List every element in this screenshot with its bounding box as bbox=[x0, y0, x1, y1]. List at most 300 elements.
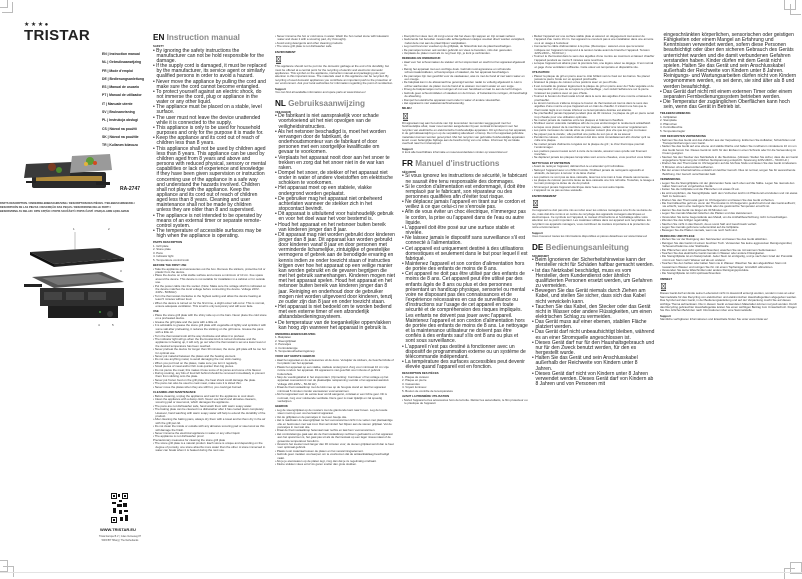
list-item: • Drehen Sie den Thermostat ganz im Uhrzeigersinn und lassen Sie das Gerät vorheizen. bbox=[660, 197, 775, 202]
safety-bullet: • Cet appareil est uniquement destiné à des utilisations domestiques et seulement dans le but pour lequel il est fabriqué. bbox=[402, 245, 528, 262]
list-item: • Stechen Sie nicht in das Fleisch, da es sonst Saft und Geschmack verliert. bbox=[660, 221, 758, 226]
safety-bullet: • Als het netsnoer beschadigd is, moet het worden vervangen door de fabrikant, de onderhoudsmonteur van de fabrikant of door personen met een soortgelijke kwalificatie om gevaar te voorkomen. bbox=[275, 128, 386, 156]
language-code: FR bbox=[402, 158, 413, 168]
safety-bullet-text: De gebruiker mag het apparaat niet onbeheerd achterlaten wanneer de stekker zich in het stopcontact bevindt. bbox=[278, 195, 383, 213]
list-item-text: It is advisable to grease the stone grill plate with vegetable oil lightly and sprinkle it with some salt after preheating, it reduces the sticking on the grill stone. Grease the pans with a little oil. bbox=[154, 323, 267, 335]
environment-text: Dit apparaat mag aan het einde van zijn levensduur niet worden weggegooid met het huishoudelijke afval, maar moet worden aangeboden bij een centraal inzamelpunt voor het recyclen van elektrische en elektronische huishoudelijke apparaten. Dit symbool op het apparaat, in de gebruiksaanwijzing en op de verpakking attendeert u hierop. De in het apparaat gebruikte materialen kunnen worden gerecycled. Met het recyclen van gebruikte huishoudelijke apparaten levert u een belangrijke bijdrage aan de bescherming van ons milieu. Informeer bij uw lokale overheid naar het inzamelpunt. bbox=[402, 120, 527, 146]
list-item-text: Turn the thermostat knob all the way clockwise and allow it to preheat. bbox=[154, 333, 245, 338]
list-item: • Legen Sie niemals gefrorene Lebensmittel auf die Grillplatte. bbox=[660, 224, 740, 229]
list-item-text: Het apparaat is niet vaatwasmachinebestendig. bbox=[403, 100, 465, 105]
list-item-text: De pannetjes kunnen ook worden gebruikt om vlees te bereiden, mits dun gesneden. bbox=[403, 47, 513, 52]
list-item-text: Die Steingrillplatte ist ein Naturprodukt. Jeder Stein ist einzigartig, und je nach dem Grad der Porosität nimmt ein Stein mehr Wasser auf als ein anderer. bbox=[661, 254, 793, 262]
crop-mark-top-left-inner bbox=[2, 2, 13, 13]
list-item: • Leg nooit bevroren voedsel op de grillplaat, de hitteschok kan de plaat beschadigen. bbox=[402, 44, 512, 49]
parts-list-item: 2. Plaque en pierre bbox=[402, 378, 427, 383]
safety-bullet: • Afin de vous éviter un choc électrique, n'immergez pas le cordon, la prise ou l'appareil dans de l'eau ou autre liquide. bbox=[402, 209, 526, 226]
list-item-text: Verplaats de platen nooit als ze nog heet zijn, je kunt je verbranden. bbox=[403, 51, 491, 56]
list-item: • Drehen Sie den Thermostat im Uhrzeigersinn auf die höchste Stufe und lassen Sie das Gerät mindestens 5 Minuten ohne Lebensmittel aufheizen. bbox=[660, 161, 797, 169]
safety-bullet: • De temperatuur van de toegankelijke oppervlakken kan hoog zijn wanneer het apparaat in gebruik is. bbox=[275, 319, 391, 331]
list-item: • Verwenden Sie keine Gegenstände aus Metall, um die Antihaftbeschichtung nicht zu beschädigen. bbox=[660, 214, 788, 219]
safety-bullet-text: Dit apparaat mag niet worden gebruikt door kinderen jonger dan 8 jaar. Dit apparaat kan worden gebruikt door kinderen vanaf 8 jaar en door personen met verminderde lichamelijke, zintuiglijke of geestelijke vermogens of gebrek aan de benodigde ervaring en kennis indien ze onder toezicht staan of instructies krijgen over hoe het apparaat op een veilige manier kan worden gebruikt en de gevaren begrijpen die met het gebruik samenhangen. Kinderen mogen niet met het apparaat spelen. Houd het apparaat en het netsnoer buiten bereik van kinderen jonger dan 8 jaar. Reiniging en onderhoud door de gebruiker mogen niet worden uitgevoerd door kinderen, tenzij ze ouder zijn dan 8 jaar en onder toezicht staan. bbox=[278, 231, 395, 305]
list-item-text: Verwenden Sie keine Waschmittel oder andere Reinigungsprodukte. bbox=[661, 267, 750, 272]
list-item-text: Reinig het apparaat met een vochtige doek. Gebruik nooit agressieve en schurende schoonmaakmiddelen, schuursponsjes of staalwol, die het apparaat beschadigen. bbox=[403, 66, 511, 75]
list-item: • After cleaning the baking pans, always dry them with a towel and let them dry in the air with the grill pan lid. bbox=[153, 417, 266, 425]
list-item-text: The stone grill plate is a natural product. Each stone is unique and depending on the degree of porosity, one stone absorbs more water than the other. A stone immersed in water can break when it is heated during the next use. bbox=[154, 441, 266, 453]
safety-bullet: • Dompel het snoer, de stekker of het apparaat niet onder in water of andere vloeistoffen om elektrische schokken te voorkomen. bbox=[275, 169, 393, 187]
list-item-text: Droog de bakpannetjes na het reinigen af met een handdoek en laat ze aan de lucht drogen. bbox=[403, 87, 523, 92]
list-item: • Clean the appliance with a damp cloth. Never use harsh and abrasive cleaners, scouring pad or steel wool, which damages the appliance. bbox=[153, 397, 257, 405]
safety-bullet: • Ne laissez jamais le dispositif sans surveillance s'il est connecté à l'alimentation. bbox=[402, 235, 526, 247]
language-code: EN bbox=[153, 33, 165, 42]
list-item: • When the device is turned on for the first time, a slight odour will occur. This is normal, ensure adequate ventilation. This smell is only temporary and will soon fade. bbox=[153, 300, 265, 309]
list-item: • Do not clean the inside or outside with any abrasive scouring pad or steel wool as this will damage the finish. bbox=[153, 424, 265, 432]
subheading: BEFORE THE FIRST USE bbox=[153, 263, 187, 267]
list-item-text: Pendant la cuisson, tout résidu d'aliment doit être retiré immédiatement afin d'éviter qu'il ne colle à la plaque. bbox=[533, 134, 651, 143]
safety-bullet-text: Dieses Gerät darf nicht von Kindern unter 8 Jahren verwendet werden. Dieses Gerät darf von Kindern ab 8 Jahren und von Personen mit bbox=[535, 370, 654, 388]
section-title: Manuel d'instructions bbox=[415, 158, 500, 168]
text-column-4 bbox=[532, 35, 655, 387]
safety-bullet: • Verplaats het apparaat nooit door aan het snoer te trekken en zorg dat het snoer niet in de war kan raken. bbox=[275, 154, 390, 171]
subheading: SAFETY bbox=[153, 44, 165, 48]
list-item-text: Nehmen Sie das Gerät und das Zubehör aus der Verpackung. Entfernen Sie Aufkleber, Schutzfolien und Transportsicherungen vom Gerät. bbox=[661, 137, 796, 145]
subheading: REINIGING EN ONDERHOUD bbox=[402, 56, 441, 61]
subheading: Support bbox=[660, 313, 671, 318]
tristar-logo bbox=[24, 22, 100, 44]
safety-bullet: • Het apparaat moet op een stabiele, vlakke ondergrond worden geplaatst. bbox=[275, 185, 372, 197]
list-item-text: Heizen Sie das Gerät nie länger als 30 Minuten vor. bbox=[661, 207, 728, 212]
list-item: • Tauchen Sie den heißen oder kalten Stein nie in Wasser. Waschen Sie den abgekühlten Stein mit lauwarmem Wasser und reinigen Sie ihn mit einem Topfreiniger. Gründlich abtrocknen. bbox=[660, 261, 787, 269]
safety-bullet-text: Never move the appliance by pulling the cord and make sure the cord cannot become entangled. bbox=[156, 78, 266, 90]
safety-bullet-text: Das Gerät darf nicht mit einem externen Timer oder einem separaten Fernbedienungssystem betrieben werden. bbox=[663, 88, 793, 100]
safety-bullet-text: Het apparaat is niet bedoeld om te worden bediend met een externe timer of een afzonderlijk afstandsbedieningssysteem. bbox=[278, 304, 392, 321]
safety-bullet: • Si le cordon d'alimentation est endommagé, il doit être remplacé par le fabricant, son réparateur ou des personnes qualifiées afin d'éviter tout risque. bbox=[402, 183, 526, 200]
list-item: • Small pieces of meat and/or fish cook quicker than big pieces. bbox=[153, 364, 235, 369]
list-item: • Kleine stukken vlees en/of vis garen sneller dan grote stukken. bbox=[275, 462, 357, 467]
language-index-item[interactable]: IT | Manuale utente bbox=[102, 101, 133, 106]
list-item-text: Legen Sie niemals Material zwischen die Platten und das Heizelement. bbox=[661, 211, 753, 216]
exploded-parts-diagram bbox=[20, 222, 130, 332]
safety-bullet: • Ne déplacez jamais l'appareil en tirant sur le cordon et veillez à ce que celui-ci ne s'enroule pas. bbox=[402, 199, 526, 211]
list-item: • Ziehen Sie vor der Reinigung den Netzstecker und lassen Sie das Gerät abkühlen. bbox=[660, 237, 768, 242]
safety-bullet: • This appliance is only to be used for household purposes and only for the purpose it is made for. bbox=[153, 124, 264, 137]
parts-list-item: 5. Temperature control knob bbox=[153, 257, 189, 262]
subheading: ONDERDELENBESCHRIJVING bbox=[275, 331, 316, 336]
section-title: Instruction manual bbox=[166, 33, 240, 42]
list-item-text: Kleine stukken vlees en/of vis garen sneller dan grote stukken. bbox=[276, 462, 357, 467]
body-text-block bbox=[660, 112, 798, 321]
safety-bullet: • La température des surfaces accessibles peut devenir élevée quand l'appareil est en fonction. bbox=[402, 358, 525, 371]
list-item-text: Legen Sie die Steingrillplatte mit der glänzenden Seite nach oben auf die Stäbe. Legen Sie niemals den kalten Stein auf ein vorgeheiztes Gerät. bbox=[661, 180, 795, 189]
list-item: • Ne mettez jamais d'aliments congelés sur la plaque de gril ; le choc thermique pourrait l'endommager. bbox=[532, 141, 645, 150]
list-item: • The appliance is not dishwasher proof. bbox=[153, 434, 205, 439]
safety-text-block bbox=[660, 33, 798, 110]
list-item-text: Legen Sie niemals gefrorene Lebensmittel auf die Grillplatte. bbox=[661, 224, 740, 229]
language-index-item[interactable]: ES | Manual de usuario bbox=[102, 85, 140, 90]
list-item: • Tournez le bouton du thermostat à fond dans le sens des aiguilles d'une montre et laissez-le préchauffer. bbox=[532, 94, 652, 102]
list-item: • Als het apparaat voor de eerste keer wordt aangezet, ontstaat er een lichte geur. Dit is normaal, zorg voor voldoende ventilatie. Deze geur is maar tijdelijk en zal spoedig verdwijnen. bbox=[275, 392, 387, 403]
list-item: • During cooking, any bits of food left behind should be removed immediately to prevent them from sticking onto the plate. bbox=[153, 370, 265, 379]
language-index-item[interactable]: NL | Gebruiksaanwijzing bbox=[102, 60, 142, 65]
list-item-text: Les poêlons ne vont pas au lave-vaisselle, lavez-les à la main à l'eau chaude savonneuse. bbox=[533, 174, 650, 179]
list-item: • Pendant la cuisson, tout résidu d'aliment doit être retiré immédiatement afin d'éviter qu'il ne colle à la plaque. bbox=[532, 134, 651, 143]
language-index-item[interactable]: PL | Instrukcja obsługi bbox=[102, 118, 139, 123]
list-item: • Le témoin lumineux s'allume lorsque le bouton du thermostat est tourné dans le sens des aiguilles d'une montre et que l'appareil est en train de chauffer. Il s'éteint une fois que le thermostat réglé à un niveau inférieur ou la température désirée est atteinte. bbox=[532, 100, 648, 112]
parts-list-item: 4. Voyant lumineux bbox=[402, 385, 427, 390]
list-item: • Gedurende het bereiden moeten alle achtergebleven stukjes voedsel direct worden verwijderd, zodat deze niet aan de plaat blijven vastplakken. bbox=[402, 37, 525, 45]
parts-list-item: 1. Grillplatten bbox=[660, 114, 678, 119]
language-section-heading bbox=[275, 99, 395, 109]
list-item-text: Avoid using detergents and other cleaning products. bbox=[276, 40, 344, 45]
language-index-item[interactable]: EN | Instruction manual bbox=[102, 52, 140, 56]
address-line: 5015 BH Tilburg | The Netherlands bbox=[101, 538, 139, 542]
subheading: ENVIRONNEMENT bbox=[532, 193, 557, 198]
safety-bullet: • Si vous ignorez les instructions de sécurité, le fabricant ne saurait être tenu responsable des dommages. bbox=[402, 173, 527, 185]
list-item-text: Do not pierce the meat; this makes it lose some of its juices and some of its flavour. bbox=[154, 367, 262, 372]
list-item-text: Place the device on a flat stable surface and ensure a minimum of 10 cm. free space around the device. This device is not suitable for installation in a cabinet or for outside use. bbox=[154, 273, 266, 285]
list-item: • Ne déplacez jamais les plaques lorsqu'elles sont encore chaudes, vous pourriez vous brûler. bbox=[532, 155, 652, 160]
crossed-bin-icon bbox=[402, 112, 409, 121]
parts-list-item: 5. Bouton de contrôle de la température bbox=[402, 388, 453, 393]
list-item: • Stecken Sie den Stecker des Netzkabels in die Steckdose. (Hinweis: Stellen Sie sicher, dass die am Gerät angegebene Spannung der örtlichen Netzspannung entspricht. Spannung 220V-240V~, 50-60 Hz.) bbox=[660, 154, 798, 162]
list-item: • Fetten Sie die Grillplatte und die Pfännchen mit etwas Öl ein. bbox=[660, 187, 740, 192]
list-item-text: Verwenden Sie keine Gegenstände aus Metall, um die Antihaftbeschichtung nicht zu beschädigen. bbox=[661, 214, 788, 219]
safety-bullet-text: Dompel het snoer, de stekker of het apparaat niet onder in water of andere vloeistoffen om elektrische schokken te voorkomen. bbox=[278, 169, 393, 187]
list-item-text: Ne déplacez jamais les plaques lorsqu'elles sont encore chaudes, vous pourriez vous brûler. bbox=[533, 155, 652, 160]
safety-bullet: • This appliance shall not be used by children aged less than 8 years. This appliance can be used by children aged from 8 years and above and persons with reduced physical, sensory or mental capabilities or lack of experience and knowledge if they have been given supervision or instruction concerning use of the appliance in a safe way and understand the hazards involved. Children shall not play with the appliance. Keep the appliance and its cord out of reach of children aged less than 8 years. Cleaning and user maintenance shall not be made by children unless they are older than 8 and supervised. bbox=[153, 145, 266, 214]
subheading: Support bbox=[275, 86, 286, 91]
list-item-text: Tauchen Sie das elektrische Gerät niemals in Wasser oder andere Flüssigkeiten. bbox=[661, 250, 765, 255]
safety-bullet: • Die Temperatur der zugänglichen Oberflächen kann hoch sein, wenn das Gerät in Betrieb ist. bbox=[660, 99, 790, 111]
list-item: • Gebruik geen metalen voorwerpen om te voorkomen dat de antiaanbaklaag beschadigd raakt. bbox=[275, 452, 390, 460]
parts-list-item: 4. Controlelampje bbox=[275, 345, 298, 350]
list-item: • Mettez l'appareil sur une surface stable plate et assurez un dégagement tout autour de l'appareil d'au moins 10 cm. Cet appareil ne convient pas à une installation dans une armoire ou à un usage à l'extérieur. bbox=[532, 34, 654, 45]
paragraph: You can find all available information and spare parts at www.tristar.eu! bbox=[275, 90, 366, 95]
safety-bullet-text: Verplaats het apparaat nooit door aan het snoer te trekken en zorg dat het snoer niet in de war kan raken. bbox=[278, 154, 390, 171]
language-index-item[interactable]: SK | Návod na použitie bbox=[102, 134, 139, 139]
list-item-text: Ne préchauffez jamais l'appareil pendant plus de 30 minutes ; la plaque de gril en pierre serait trop chaude pour une utilisation optimale. bbox=[533, 111, 655, 119]
list-item: • N'utilisez aucun ustensile métallique afin de ne pas endommager le revêtement antiadhésif. bbox=[532, 121, 651, 126]
website-link[interactable]: WWW.TRISTAR.EU bbox=[100, 527, 136, 532]
language-index-item[interactable]: CS | Návod na použití bbox=[102, 126, 137, 131]
list-item: • La plaque de cuisson peut être lavée au lave-vaisselle une fois refroidie. Toutefois, le lavage à la main prolonge la durée de vie du produit. bbox=[532, 178, 655, 186]
text-column-1 bbox=[153, 33, 267, 453]
list-item-text: Never put frozen food on the grill plate, the heat shock could damage the plate. bbox=[154, 377, 256, 382]
safety-bullet-text: L'appareil n'est pas destiné à fonctionner avec un dispositif de programmation externe ou un système de télécommande indépendant. bbox=[405, 343, 526, 360]
language-index-item[interactable]: DE | Bedienungsanleitung bbox=[102, 76, 145, 81]
paragraph: Precautionary measures for cleaning the stone grill plate bbox=[153, 437, 226, 442]
list-item: • Les petits morceaux de viande et/ou de poisson cuisent plus vite que les gros morceaux. bbox=[532, 128, 648, 133]
list-item: • Turn the thermostat knob all the way clockwise and allow it to preheat. bbox=[153, 333, 245, 338]
safety-bullet-text: Cet appareil est uniquement destiné à des utilisations domestiques et seulement dans le but pour lequel il est fabriqué. bbox=[405, 245, 528, 262]
safety-bullet-text: By ignoring the safety instructions the manufacturer can not be hold responsible for the damage. bbox=[156, 47, 265, 64]
list-item-text: The appliance is not dishwasher proof. bbox=[154, 434, 205, 439]
list-item: • Stellen Sie das Gerät auf eine ebene und stabile Fläche und halten Sie rundherum mindestens 10 cm um das Gerät herum frei. Dieses Gerät ist nicht für den Einbau in einen Schrank oder für die Verwendung im Freien geeignet. bbox=[660, 144, 797, 156]
list-item-text: Il est conseillé de graisser légèrement la plaque de gril en pierre avec de l'huile végétale et de la saupoudrer d'un peu de sel après le préchauffage ; ceci réduit l'adhérence sur la pierre. Graissez les poêlons avec un peu d'huile. bbox=[533, 83, 654, 95]
list-item: • The indicator light will go when the thermostat knob is turned clockwise and the appliance is heating up, it will only go out when the thermostat is set at a lower level or the desired temperature has been reached. bbox=[153, 336, 266, 348]
crossed-bin-icon bbox=[275, 55, 282, 64]
list-item: • Turn the thermostat clockwise to the highest setting and allow the device heating at least 5 minutes without food. bbox=[153, 293, 262, 302]
safety-bullet-text: To protect yourself against an electric shock, do not immerse the cord, plug or appliance in the water or any other liquid. bbox=[156, 88, 262, 106]
list-item-text: Haal het apparaat en de accessoires uit de doos. Verwijder de stickers, de beschermfolie of het plastic van het apparaat. bbox=[276, 358, 394, 366]
safety-bullet-text: If the supply cord is damaged, it must be replaced by the manufacturer, its service agent or similarly qualified persons in order to avoid a hazard. bbox=[156, 63, 267, 80]
subheading: NETTOYAGE ET ENTRETIEN bbox=[532, 160, 571, 165]
list-item: • Put the power cable into the socket. (Note: Make sure the voltage which is indicated on the device matches the local voltage before connecting the device. Voltage 220V-240V~ 50/60Hz) bbox=[153, 283, 267, 295]
list-item: • Gebruik geen schuurmiddelen of staalwol om de binnen- of buitenkant te reinigen, dit beschadigt de afwerking. bbox=[402, 90, 528, 99]
section-title: Bedienungsanleitung bbox=[545, 242, 629, 252]
list-item: • Place the device on a flat stable surface and ensure a minimum of 10 cm. free space around the device. This device is not suitable for installation in a cabinet or for outside use. bbox=[153, 273, 266, 285]
list-item: • Stop de voedingskabel in het stopcontact. (Opmerking: Controleer of het voltage op het apparaat overeenkomt met de plaatselijke netspanning voordat u het apparaat aansluit. Voltage 220-240V~, 50-60 Hz) bbox=[275, 375, 390, 386]
safety-bullet: • Beim Ignorieren der Sicherheitshinweise kann der Hersteller nicht für Schäden haftbar gemacht werden. bbox=[532, 257, 654, 269]
subheading: USE bbox=[153, 309, 159, 314]
list-item: • Die Kontrollleuchte geht an, wenn der Thermostat im Uhrzeigersinn gedreht wird und das Gerät aufheizt; sie erlischt, wenn eine niedrigere Stufe oder die gewünschte Temperatur erreicht ist. bbox=[660, 201, 796, 209]
list-item-text: The indicator light will go when the thermostat knob is turned clockwise and the appliance is heating up, it will only go out when the thermostat is set at a lower level or the desired temperature has been reached. bbox=[154, 336, 266, 348]
safety-bullet-text: This appliance shall not be used by children aged less than 8 years. This appliance can be used by children aged from 8 years and above and persons with reduced physical, sensory or mental capabilities or lack of experience and knowledge if they have been given supervision or instruction concerning use of the appliance in a safe way and understand the hazards involved. Children shall not play with the appliance. Keep the appliance and its cord out of reach of children aged less than 8 years. Cleaning and user maintenance shall not be made by children unless they are older than 8 and supervised. bbox=[156, 145, 266, 214]
safety-bullet-text: Maintenez l'appareil et son cordon d'alimentation hors de portée des enfants de moins de 8 ans. bbox=[405, 261, 525, 273]
paragraph: Vous trouverez toutes les informations disponibles et pièces détachées sur www.tristar.eu! bbox=[532, 234, 648, 239]
subheading: CLEANING AND MAINTENANCE bbox=[153, 390, 196, 394]
section-title: Gebruiksaanwijzing bbox=[288, 98, 365, 108]
subheading: REINIGUNG UND PFLEGE bbox=[660, 233, 695, 238]
safety-bullet: • Dit apparaat is uitsluitend voor huishoudelijk gebruik en voor het doel waar het voor bestemd is. bbox=[275, 211, 394, 223]
list-item: • Plaats het apparaat op een vlakke, stabiele ondergrond. Zorg voor minimaal 10 cm vrije ruimte rondom het apparaat. Dit apparaat is niet geschikt voor inbouw of gebruik buitenshuis. bbox=[275, 364, 389, 376]
list-item: • Bewegen Sie die Platten niemals, wenn sie noch heiß sind. bbox=[660, 228, 738, 233]
list-item-text: Verwarm het toestel nooit langer dan 30 minuten voor; de stenen grilplaat wordt dan te heet voor optimaal gebruik. bbox=[276, 441, 394, 450]
body-text-block bbox=[153, 241, 267, 452]
crossed-bin-icon bbox=[660, 282, 667, 291]
list-item-text: Turn the thermostat clockwise to the highest setting and allow the device heating at least 5 minutes without food. bbox=[154, 293, 262, 302]
language-index-item[interactable]: FR | Mode d'emploi bbox=[102, 68, 133, 73]
list-item-text: Clean the appliance with a damp cloth. Never use harsh and abrasive cleaners, scouring pad or steel wool, which damages the appliance. bbox=[154, 397, 257, 405]
safety-bullet: • Bewegen Sie das Gerät niemals durch Ziehen am Kabel, und stellen Sie sicher, dass sich das Kabel nicht verwickeln kann. bbox=[532, 288, 646, 305]
list-item-text: Gebruik geen schuurmiddelen of staalwol om de binnen- of buitenkant te reinigen, dit beschadigt de afwerking. bbox=[403, 90, 528, 99]
list-item: • Never immerse the hot or cold stone in water. Wash the hot cooled stone with lukewarm water and clean it with a scouring pad, dry thoroughly. bbox=[275, 34, 390, 42]
subheading: VOOR HET EERSTE GEBRUIK bbox=[275, 354, 316, 359]
list-item: • The stone grill plate is a natural product. Each stone is unique and depending on the degree of porosity, one stone absorbs more water than the other. A stone immersed in water can break when it is heated during the next use. bbox=[153, 441, 266, 453]
subheading: TEILEBESCHREIBUNG bbox=[660, 111, 691, 116]
list-item: • Grease the grill plate and the pans with a little oil. bbox=[153, 319, 218, 324]
list-item: • Vet de grillplaat en de pannetjes in met een beetje olie. bbox=[275, 414, 348, 419]
list-item-text: Gebruik geen metalen voorwerpen om te voorkomen dat de antiaanbaklaag beschadigd raakt. bbox=[276, 452, 390, 460]
safety-bullet: • Maintenez l'appareil et son cordon d'alimentation hors de portée des enfants de moins de 8 ans. bbox=[402, 261, 525, 273]
list-item-text: Draai de thermostaatknop helemaal naar rechts en laat hem voorverwarmen. bbox=[276, 428, 376, 433]
list-item-text: Die Steingrillplatte ist nicht spülmaschinenfest. bbox=[661, 271, 722, 276]
diagram-label: 5 bbox=[112, 323, 114, 327]
list-item-text: Es wird empfohlen, die Steingrillplatte nach dem Vorheizen leicht mit Pflanzenöl einzufetten und mit etwas Salz zu bestreuen. bbox=[661, 190, 798, 199]
list-item-text: Ne piquez pas la viande ; elle perdrait une partie de son jus et de sa saveur. bbox=[533, 131, 632, 136]
list-item-text: Never preheat the device for longer than 30 minutes; the stone grill plate will be too hot for optimal use. bbox=[154, 347, 266, 355]
list-item-text: After cleaning the baking pans, always dry them with a towel and let them dry in the air with the grill pan lid. bbox=[154, 417, 266, 425]
list-item-text: Avant de nettoyer l'appareil, débranchez-le et attendez qu'il refroidisse. bbox=[533, 164, 625, 169]
list-item-text: Tauchen Sie den heißen oder kalten Stein nie in Wasser. Waschen Sie den abgekühlten Stein mit lauwarmem Wasser und reinigen Sie ihn mit einem Topfreiniger. Gründlich abtrocknen. bbox=[661, 261, 787, 269]
list-item-text: Wenden Sie das Grillgut regelmäßig. bbox=[661, 218, 710, 223]
list-item-text: Place the stone grill plate with the shiny side up on the bars. Never place the cold stone on a preheated device. bbox=[154, 313, 267, 321]
list-item-text: Before cleaning, unplug the appliance and wait for the appliance to cool down. bbox=[154, 393, 255, 398]
parts-list-item: 1. Bakplaten bbox=[275, 335, 292, 340]
list-item: • Draai de thermostaatknop helemaal naar rechts en laat hem voorverwarmen. bbox=[275, 428, 376, 433]
safety-bullet-text: Tauchen Sie das Kabel, den Stecker oder das Gerät nicht in Wasser oder andere Flüssigkeiten, um einen elektrischen Schlag zu vermeiden. bbox=[535, 303, 652, 320]
subheading: SÉCURITÉ bbox=[402, 169, 417, 174]
list-item-text: Les petits morceaux de viande et/ou de poisson cuisent plus vite que les gros morceaux. bbox=[533, 128, 648, 133]
diagram-label: 4 bbox=[98, 323, 100, 327]
list-item: • Het is raadzaam de steengrilplaat na het voorverwarmen licht in te vetten met plantaardige olie en bestrooien met wat zout. Dat vermindert het blijven aan de stenen grilplaat. Vet de pannetjes in met wat olie. bbox=[275, 418, 393, 429]
parts-list-item: 3. Pans bbox=[153, 250, 163, 255]
list-item: • Ne piquez pas la viande ; elle perdrait une partie de son jus et de sa saveur. bbox=[532, 131, 632, 136]
text-column-5 bbox=[660, 33, 798, 322]
environment-text: This appliance should not be put into the domestic garbage at the end of its durability, but must be offered at a central point for the recycling of electric and electronic domestic appliances. This symbol on the appliance, instruction manual and packaging puts your attention to this important issue. The materials used in this appliance can be recycled. By recycling of used domestic appliances you contribute an important push to the protection of our environment. Ask your local authorities for information regarding the point of recollection. bbox=[275, 64, 394, 86]
company-address bbox=[95, 535, 145, 542]
safety-bullet-text: L'appareil doit être posé sur une surface stable et nivelée. bbox=[405, 224, 515, 237]
list-item: • The pans can also be used to cook meat, make sure it is sliced thin. bbox=[153, 381, 242, 386]
parts-list-item: 3. Pannetjes bbox=[275, 342, 292, 347]
safety-bullet-text: Dieses Gerät darf nur für den Haushaltsgebrauch und nur für den Zweck benutzt werden, für den es hergestellt wurde. bbox=[535, 339, 655, 357]
list-item-text: Le témoin lumineux s'allume lorsque le bouton du thermostat est tourné dans le sens des aiguilles d'une montre et que l'appareil est en train de chauffer. Il s'éteint une fois que le thermostat réglé à un niveau inférieur ou la température désirée est atteinte. bbox=[533, 100, 648, 112]
subheading: UTILISATION bbox=[532, 70, 550, 75]
list-item: • Die Steingrillplatte ist nicht spülmaschinenfest. bbox=[660, 271, 722, 276]
safety-bullet: • The temperature of accessible surfaces may be high when the appliance is operating. bbox=[153, 228, 262, 240]
safety-bullet-text: Si le cordon d'alimentation est endommagé, il doit être remplacé par le fabricant, son réparateur ou des personnes qualifiées afin d'éviter tout risque. bbox=[405, 183, 526, 200]
list-item-text: Leg nooit bevroren voedsel op de grillplaat, de hitteschok kan de plaat beschadigen. bbox=[403, 44, 512, 49]
safety-bullet-text: Keep the appliance and its cord out of reach of children less than 8 years. bbox=[156, 135, 260, 147]
safety-bullet: • The appliance is not intended to be operated by means of an external timer or separate remote-control system. bbox=[153, 212, 262, 229]
safety-bullet: • To protect yourself against an electric shock, do not immerse the cord, plug or appliance in the water or any other liquid. bbox=[153, 88, 262, 106]
safety-bullet-text: eingeschränkten körperlichen, sensorischen oder geistigen Fähigkeiten oder einem Mangel an Erfahrung und Kenntnissen verwendet werden, sofern diese Personen beaufsichtigt oder über den sicheren Gebrauch des Geräts unterrichtet wurden und die damit verbundenen Gefahren verstanden haben. Kinder dürfen mit dem Gerät nicht spielen. Halten Sie das Gerät und sein Anschlusskabel außerhalb der Reichweite von Kindern unter 8 Jahren. Reinigungs- und Wartungsarbeiten dürfen nicht von Kindern vorgenommen werden, es sei denn, sie sind älter als 8 und werden beaufsichtigt. bbox=[663, 32, 797, 90]
parts-list-item: 5. Temperaturregler bbox=[660, 128, 686, 133]
subheading: UMWELT bbox=[660, 276, 673, 281]
list-item: • Never put frozen food on the grill plate, the heat shock could damage the plate. bbox=[153, 377, 256, 382]
list-item-text: Lorsque l'appareil est allumé pour la première fois, une légère odeur se dégage. C'est normal et gage d'une ventilation suffisante. Cette odeur est temporaire et disparaîtra vite. bbox=[533, 61, 654, 69]
safety-bullet: • Das Gerät darf nicht unbeaufsichtigt bleiben, während es an einer Stromquelle angeschlossen ist. bbox=[532, 329, 655, 341]
list-item-text: Vet de grillplaat en de pannetjes in met een beetje olie. bbox=[276, 414, 348, 419]
safety-bullet-text: Houd het apparaat en het netsnoer buiten bereik van kinderen jonger dan 8 jaar. bbox=[278, 221, 386, 233]
safety-bullet-text: Het apparaat moet op een stabiele, vlakke ondergrond worden geplaatst. bbox=[278, 185, 372, 197]
subheading: VERWENDUNG bbox=[660, 177, 681, 182]
safety-bullet: • The appliance must be placed on a stable, level surface. bbox=[153, 104, 262, 116]
list-item: • Heizen Sie das Gerät nie länger als 30 Minuten vor. bbox=[660, 207, 728, 212]
safety-bullet: • The user must not leave the device unattended while it is connected to the supply. bbox=[153, 114, 261, 126]
diagram-label: 2 bbox=[108, 227, 110, 231]
list-item-text: Fetten Sie die Grillplatte und die Pfännchen mit etwas Öl ein. bbox=[661, 187, 740, 192]
list-item: • Reinigen Sie das Gerät mit einem feuchten Tuch. Verwenden Sie keine aggressiven Reinigungsmittel, Scheuerschwämme oder Stahlwolle. bbox=[660, 240, 793, 249]
safety-text-block bbox=[275, 114, 395, 331]
list-item: • De pannetjes kunnen ook worden gebruikt om vlees te bereiden, mits dun gesneden. bbox=[402, 47, 513, 52]
safety-bullet-text: Als het netsnoer beschadigd is, moet het worden vervangen door de fabrikant, de onderhoudsmonteur van de fabrikant of door personen met een soortgelijke kwalificatie om gevaar te voorkomen. bbox=[277, 128, 386, 156]
subheading: PARTS DESCRIPTION bbox=[153, 240, 183, 245]
list-item: • Les poêlons peuvent aussi servir à cuire de la viande, assurez-vous qu'elle soit finement tranchée. bbox=[532, 148, 647, 156]
safety-bullet-text: The appliance is not intended to be operated by means of an external timer or separate remote-control system. bbox=[156, 212, 262, 229]
list-item-text: When you put food on the plates, make sure you turn it regularly. bbox=[154, 360, 238, 365]
list-item-text: Lorsque vous placez de la nourriture sur les plaques, veillez à la retourner régulièrement. bbox=[533, 124, 648, 129]
list-item: • It is advisable to grease the stone grill plate with vegetable oil lightly and sprinkle it with some salt after preheating, it reduces the sticking on the grill stone. Grease the pans with a little oil. bbox=[153, 323, 267, 335]
safety-bullet-text: Das Gerät muss auf einer ebenen, stabilen Fläche platziert werden. bbox=[535, 319, 647, 331]
body-text-block bbox=[402, 372, 528, 405]
list-item-text: Stellen Sie das Gerät auf eine ebene und stabile Fläche und halten Sie rundherum mindestens 10 cm um das Gerät herum frei. Dieses Gerät ist nicht für den Einbau in einen Schrank oder für die Verwendung im Freien geeignet. bbox=[661, 144, 797, 156]
safety-bullet-text: The temperature of accessible surfaces may be high when the appliance is operating. bbox=[156, 228, 262, 240]
parts-list-item: 1. Grill plate bbox=[153, 243, 169, 248]
safety-bullet-text: The user must not leave the device unattended while it is connected to the supply. bbox=[156, 114, 261, 126]
list-item: • Es wird empfohlen, die Steingrillplatte nach dem Vorheizen leicht mit Pflanzenöl einzufetten und mit etwas Salz zu bestreuen. bbox=[660, 190, 798, 199]
list-item: • Never preheat the device for longer than 30 minutes; the stone grill plate will be too hot for optimal use. bbox=[153, 347, 266, 355]
list-item: • Leg de steengrilplaat op de roosters met de glanzende kant naar boven. Leg de koude steen nooit op een voorverwarmd apparaat. bbox=[275, 407, 388, 416]
safety-bullet-text: Beim Ignorieren der Sicherheitshinweise kann der Hersteller nicht für Schäden haftbar gemacht werden. bbox=[535, 257, 654, 269]
list-item-text: Stechen Sie nicht in das Fleisch, da es sonst Saft und Geschmack verliert. bbox=[661, 221, 758, 226]
list-item: • Place the stone grill plate with the shiny side up on the bars. Never place the cold stone on a preheated device. bbox=[153, 313, 267, 321]
list-item: • Il est conseillé de graisser légèrement la plaque de gril en pierre avec de l'huile végétale et de la saupoudrer d'un peu de sel après le préchauffage ; ceci réduit l'adhérence sur la pierre. Graissez les poêlons avec un peu d'huile. bbox=[532, 83, 654, 95]
body-text-block bbox=[275, 333, 395, 467]
list-item-text: Bewegen Sie die Platten niemals, wenn sie noch heiß sind. bbox=[661, 228, 738, 233]
list-item: • N'immergez jamais l'appareil électrique dans l'eau ou tout autre liquide. bbox=[532, 184, 625, 189]
safety-bullet: • Halten Sie das Gerät und sein Anschlusskabel außerhalb der Reichweite von Kindern unter 8 Jahren. bbox=[532, 355, 638, 372]
list-item-text: Never immerse the electrical appliance in water or any other liquid. bbox=[154, 431, 241, 436]
crossed-bin-icon bbox=[532, 199, 539, 208]
language-section-heading bbox=[402, 159, 528, 169]
body-text-block bbox=[275, 35, 395, 95]
language-index-item[interactable]: TR | Kullanım kılavuzu bbox=[102, 143, 138, 148]
list-item: • Do not pierce the meat; this makes it lose some of its juices and some of its flavour. bbox=[153, 367, 262, 372]
language-code: NL bbox=[275, 98, 286, 108]
list-item: • Reinig het apparaat met een vochtige doek. Gebruik nooit agressieve en schurende schoonmaakmiddelen, schuursponsjes of staalwol, die het apparaat beschadigen. bbox=[402, 66, 511, 75]
page-bottom-divider bbox=[0, 572, 802, 573]
language-index-item[interactable]: SV | Bruksanvisning bbox=[102, 110, 135, 115]
paragraph: Sämtliche verfügbaren Informationen und Ersatzteile finden Sie unter www.tristar.eu! bbox=[660, 317, 768, 322]
environment-text: Dieses Gerät darf am Ende seiner Lebenszeit nicht im Hausmüll entsorgt werden, sondern muss an einer Sammelstelle für das Recycling von elektrischen und elektronischen Haushaltsgeräten abgegeben werden. Das Symbol auf dem Gerät, in der Bedienungsanleitung und auf der Verpackung macht Sie auf dieses wichtige Thema aufmerksam. Die in diesem Gerät verwendeten Materialien können recycelt werden. Durch das Recycling gebrauchter Haushaltsgeräte leisten Sie einen wichtigen Beitrag zum Umweltschutz. Fragen Sie Ihre örtlichen Behörden nach Informationen über eine Sammelstelle. bbox=[660, 291, 797, 313]
list-item-text: During cooking, any bits of food left behind should be removed immediately to prevent them from sticking onto the plate. bbox=[154, 370, 265, 379]
list-item: • Het apparaat is niet vaatwasmachinebestendig. bbox=[402, 100, 465, 105]
list-item-text: Never immerse the hot or cold stone in water. Wash the hot cooled stone with lukewarm water and clean it with a scouring pad, dry thoroughly. bbox=[276, 34, 390, 42]
paragraph: U kunt alle beschikbare informatie en reserveonderdelen vinden op www.tristar.eu! bbox=[402, 150, 508, 155]
list-item: • Verwarm het toestel nooit langer dan 30 minuten voor; de stenen grilplaat wordt dan te heet voor optimaal gebruik. bbox=[275, 441, 394, 450]
parts-list-item: 2. Steengrilplaat bbox=[275, 338, 296, 343]
list-item-text: Do not clean the inside or outside with any abrasive scouring pad or steel wool as this will damage the finish. bbox=[154, 424, 265, 432]
safety-bullet: • Das Gerät muss auf einer ebenen, stabilen Fläche platziert werden. bbox=[532, 319, 647, 331]
language-section-heading bbox=[153, 33, 267, 43]
list-item: • Droog de bakpannetjes na het reinigen af met een handdoek en laat ze aan de lucht drogen. bbox=[402, 87, 523, 92]
safety-bullet: • Ist das Netzkabel beschädigt, muss es vom Hersteller, dem Kundendienst oder ähnlich qualifizierten Personen ersetzt werden, um Gefahren zu vermeiden. bbox=[532, 267, 653, 290]
safety-bullet-text: Bewegen Sie das Gerät niemals durch Ziehen am Kabel, und stellen Sie sicher, dass sich das Kabel nicht verwickeln kann. bbox=[535, 288, 646, 305]
list-item-text: Take the appliance and accessories out the box. Remove the stickers, protective foil or plastic from the device. bbox=[154, 266, 266, 274]
safety-bullet: • De gebruiker mag het apparaat niet onbeheerd achterlaten wanneer de stekker zich in het stopcontact bevindt. bbox=[275, 195, 383, 213]
list-item-text: Gedurende het bereiden moeten alle achtergebleven stukjes voedsel direct worden verwijderd, zodat deze niet aan de plaat blijven vastplakken. bbox=[403, 37, 525, 45]
list-item: • When you put food on the plates, make sure you turn it regularly. bbox=[153, 360, 238, 365]
list-item-text: Ne mettez jamais de matériau entre les plaques et l'élément chauffant. bbox=[533, 117, 624, 122]
list-item: • Nehmen Sie das Gerät und das Zubehör aus der Verpackung. Entfernen Sie Aufkleber, Schutzfolien und Transportsicherungen vom Gerät. bbox=[660, 137, 796, 145]
list-item: • Die Pfännchen sind nicht spülmaschinenfest; waschen Sie sie mit warmem Seifenwasser. bbox=[660, 247, 777, 252]
list-item-text: Never move the plates when they are still hot, you could get burned. bbox=[154, 384, 242, 389]
list-item: • Legen Sie die Steingrillplatte mit der glänzenden Seite nach oben auf die Stäbe. Legen Sie niemals den kalten Stein auf ein vorgeheiztes Gerät. bbox=[660, 180, 795, 189]
list-item: • Avant de nettoyer l'appareil, débranchez-le et attendez qu'il refroidisse. bbox=[532, 164, 625, 169]
list-item: • Draai de thermostaatknop met de klok mee op de hoogste stand en laat het apparaat minimaal 5 minuten zonder etenswaren voorverwarmen. bbox=[275, 385, 386, 393]
list-item: • Do not use anything metal, to avoid damaging the non stick coating. bbox=[153, 357, 242, 362]
list-item-text: The pans can also be used to cook meat, make sure it is sliced thin. bbox=[154, 381, 242, 386]
list-item-text: Ne mettez jamais d'aliments congelés sur la plaque de gril ; le choc thermique pourrait l'endommager. bbox=[533, 141, 645, 150]
safety-bullet-text: The appliance must be placed on a stable, level surface. bbox=[156, 104, 262, 116]
safety-bullet: • Cet appareil ne doit pas être utilisé par des enfants de moins de 8 ans. Cet appareil peut être utilisé par des enfants âgés de 8 ans ou plus et des personnes présentant un handicap physique, sensoriel ou mental voire ne disposant pas des connaissances et de l'expérience nécessaires en cas de surveillance ou d'instructions sur l'usage de cet appareil en toute sécurité et de compréhension des risques impliqués. Les enfants ne doivent pas jouer avec l'appareil. Maintenez l'appareil et son cordon d'alimentation hors de portée des enfants de moins de 8 ans. Le nettoyage et la maintenance utilisateur ne doivent pas être confiés à des enfants sauf s'ils ont 8 ans ou plus et sont sous surveillance. bbox=[402, 271, 528, 345]
text-column-3 bbox=[402, 35, 528, 405]
safety-bullet-text: Si vous ignorez les instructions de sécurité, le fabricant ne saurait être tenu responsable des dommages. bbox=[405, 173, 527, 185]
list-item: • Dompel het elektrische apparaat nooit onder in water of andere vloeistoffen. bbox=[402, 97, 501, 102]
list-item: • Connectez le câble d'alimentation à la prise. (Remarque : assurez-vous que la tension indiquée sur l'appareil correspond à la tension locale avant de brancher l'appareil. Tension 220V-240V~, 50-60 Hz.) bbox=[532, 44, 650, 56]
list-item: • Lorsque l'appareil est allumé pour la première fois, une légère odeur se dégage. C'est normal et gage d'une ventilation suffisante. Cette odeur est temporaire et disparaîtra vite. bbox=[532, 61, 654, 69]
list-item: • Never immerse the electrical appliance in water or any other liquid. bbox=[153, 431, 241, 436]
language-index-item[interactable]: PT | Manual de utilizador bbox=[102, 93, 142, 98]
list-item: • Haal voor het schoonmaken de stekker uit het stopcontact en wacht tot het apparaat afgekoeld is. bbox=[402, 60, 525, 68]
list-item: • Tauchen Sie das elektrische Gerät niemals in Wasser oder andere Flüssigkeiten. bbox=[660, 250, 765, 255]
list-item-text: Als je je etenswaren op de platen legt, zorg dan dat je ze regelmatig omdraait. bbox=[276, 459, 377, 463]
list-item-text: N'immergez jamais l'appareil électrique dans l'eau ou tout autre liquide. bbox=[533, 184, 625, 189]
safety-bullet: • Never move the appliance by pulling the cord and make sure the cord cannot become entangled. bbox=[153, 78, 266, 90]
list-item: • Les poêlons ne vont pas au lave-vaisselle, lavez-les à la main à l'eau chaude savonneuse. bbox=[532, 174, 650, 179]
parts-caption bbox=[0, 202, 160, 215]
list-item-text: Tournez le bouton du thermostat à fond dans le sens des aiguilles d'une montre et laissez-le préchauffer. bbox=[533, 94, 652, 102]
